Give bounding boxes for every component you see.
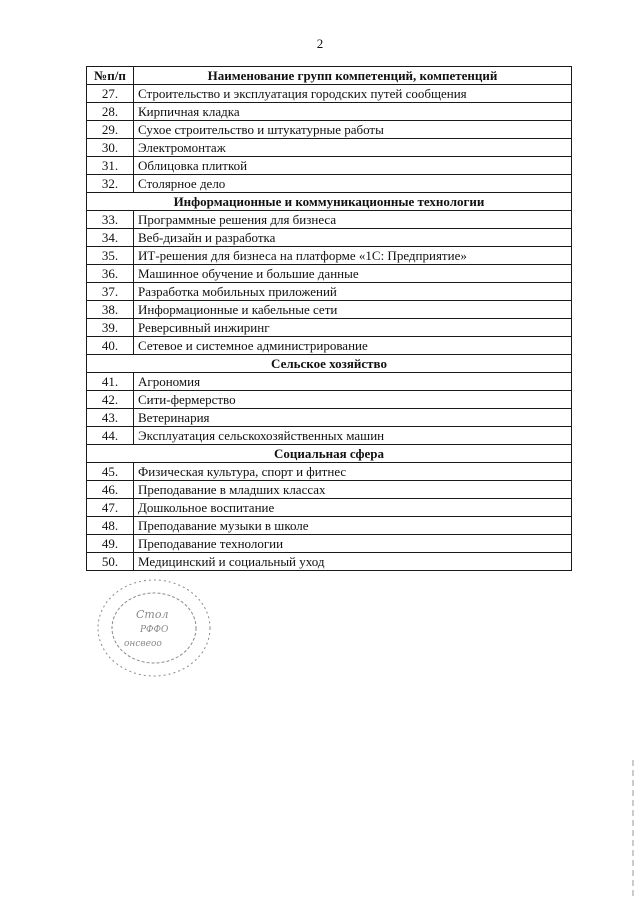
row-number: 28. xyxy=(87,103,134,121)
group-header-row xyxy=(87,193,572,211)
table-row xyxy=(87,139,572,157)
row-number: 33. xyxy=(87,211,134,229)
competency-name: Сетевое и системное администрирование xyxy=(134,337,572,355)
table-body xyxy=(87,85,572,571)
table-row xyxy=(87,373,572,391)
competency-name: Преподавание в младших классах xyxy=(134,481,572,499)
row-number: 48. xyxy=(87,517,134,535)
row-number: 29. xyxy=(87,121,134,139)
row-number: 43. xyxy=(87,409,134,427)
competency-name: Программные решения для бизнеса xyxy=(134,211,572,229)
row-number: 49. xyxy=(87,535,134,553)
row-number: 44. xyxy=(87,427,134,445)
table-row xyxy=(87,103,572,121)
competency-name: Электромонтаж xyxy=(134,139,572,157)
row-number: 45. xyxy=(87,463,134,481)
competency-name: Разработка мобильных приложений xyxy=(134,283,572,301)
svg-text:онсвеоо: онсвеоо xyxy=(124,639,162,649)
table-row xyxy=(87,157,572,175)
table-header xyxy=(87,67,572,85)
competency-name: Эксплуатация сельскохозяйственных машин xyxy=(134,427,572,445)
competency-name: Дошкольное воспитание xyxy=(134,499,572,517)
row-number: 41. xyxy=(87,373,134,391)
svg-text:РФФО: РФФО xyxy=(140,625,169,635)
competency-name: Ветеринария xyxy=(134,409,572,427)
row-number: 37. xyxy=(87,283,134,301)
table-row xyxy=(87,85,572,103)
table-row xyxy=(87,211,572,229)
page-number: 2 xyxy=(316,36,324,51)
competency-name: Машинное обучение и большие данные xyxy=(134,265,572,283)
row-number: 42. xyxy=(87,391,134,409)
competency-name: Сухое строительство и штукатурные работы xyxy=(134,121,572,139)
table-row xyxy=(87,337,572,355)
header-row xyxy=(87,67,572,85)
competency-name: Сити-фермерство xyxy=(134,391,572,409)
row-number: 31. xyxy=(87,157,134,175)
row-number: 35. xyxy=(87,247,134,265)
competency-name: Медицинский и социальный уход xyxy=(134,553,572,571)
competency-name: Веб-дизайн и разработка xyxy=(134,229,572,247)
row-number: 39. xyxy=(87,319,134,337)
row-number: 36. xyxy=(87,265,134,283)
seal-stamp xyxy=(92,572,222,684)
row-number: 27. xyxy=(87,85,134,103)
row-number: 32. xyxy=(87,175,134,193)
table-row xyxy=(87,409,572,427)
table-row xyxy=(87,121,572,139)
table-row xyxy=(87,319,572,337)
table-row xyxy=(87,535,572,553)
table-row xyxy=(87,499,572,517)
table-row xyxy=(87,265,572,283)
header-number: №п/п xyxy=(87,67,134,85)
table-row xyxy=(87,517,572,535)
competency-name: Столярное дело xyxy=(134,175,572,193)
row-number: 38. xyxy=(87,301,134,319)
table-row xyxy=(87,553,572,571)
group-title: Сельское хозяйство xyxy=(87,355,572,373)
competency-name: Строительство и эксплуатация городских путей сообщения xyxy=(134,85,572,103)
competency-table xyxy=(86,66,572,571)
row-number: 46. xyxy=(87,481,134,499)
table-row xyxy=(87,427,572,445)
row-number: 34. xyxy=(87,229,134,247)
table-row xyxy=(87,283,572,301)
group-title: Информационные и коммуникационные технологии xyxy=(87,193,572,211)
svg-text:Стол: Стол xyxy=(136,608,169,621)
group-title: Социальная сфера xyxy=(87,445,572,463)
row-number: 47. xyxy=(87,499,134,517)
table-row xyxy=(87,301,572,319)
competency-name: ИТ-решения для бизнеса на платформе «1С: Предприятие» xyxy=(134,247,572,265)
header-name: Наименование групп компетенций, компетенций xyxy=(134,67,572,85)
table-row xyxy=(87,247,572,265)
table-row xyxy=(87,481,572,499)
table-row xyxy=(87,229,572,247)
row-number: 40. xyxy=(87,337,134,355)
competency-name: Агрономия xyxy=(134,373,572,391)
row-number: 50. xyxy=(87,553,134,571)
edge-mark xyxy=(632,760,634,900)
competency-name: Информационные и кабельные сети xyxy=(134,301,572,319)
table-row xyxy=(87,463,572,481)
competency-name: Кирпичная кладка xyxy=(134,103,572,121)
competency-name: Облицовка плиткой xyxy=(134,157,572,175)
competency-name: Преподавание технологии xyxy=(134,535,572,553)
table-row xyxy=(87,391,572,409)
group-header-row xyxy=(87,355,572,373)
row-number: 30. xyxy=(87,139,134,157)
table-row xyxy=(87,175,572,193)
competency-name: Преподавание музыки в школе xyxy=(134,517,572,535)
competency-name: Реверсивный инжиринг xyxy=(134,319,572,337)
competency-name: Физическая культура, спорт и фитнес xyxy=(134,463,572,481)
group-header-row xyxy=(87,445,572,463)
